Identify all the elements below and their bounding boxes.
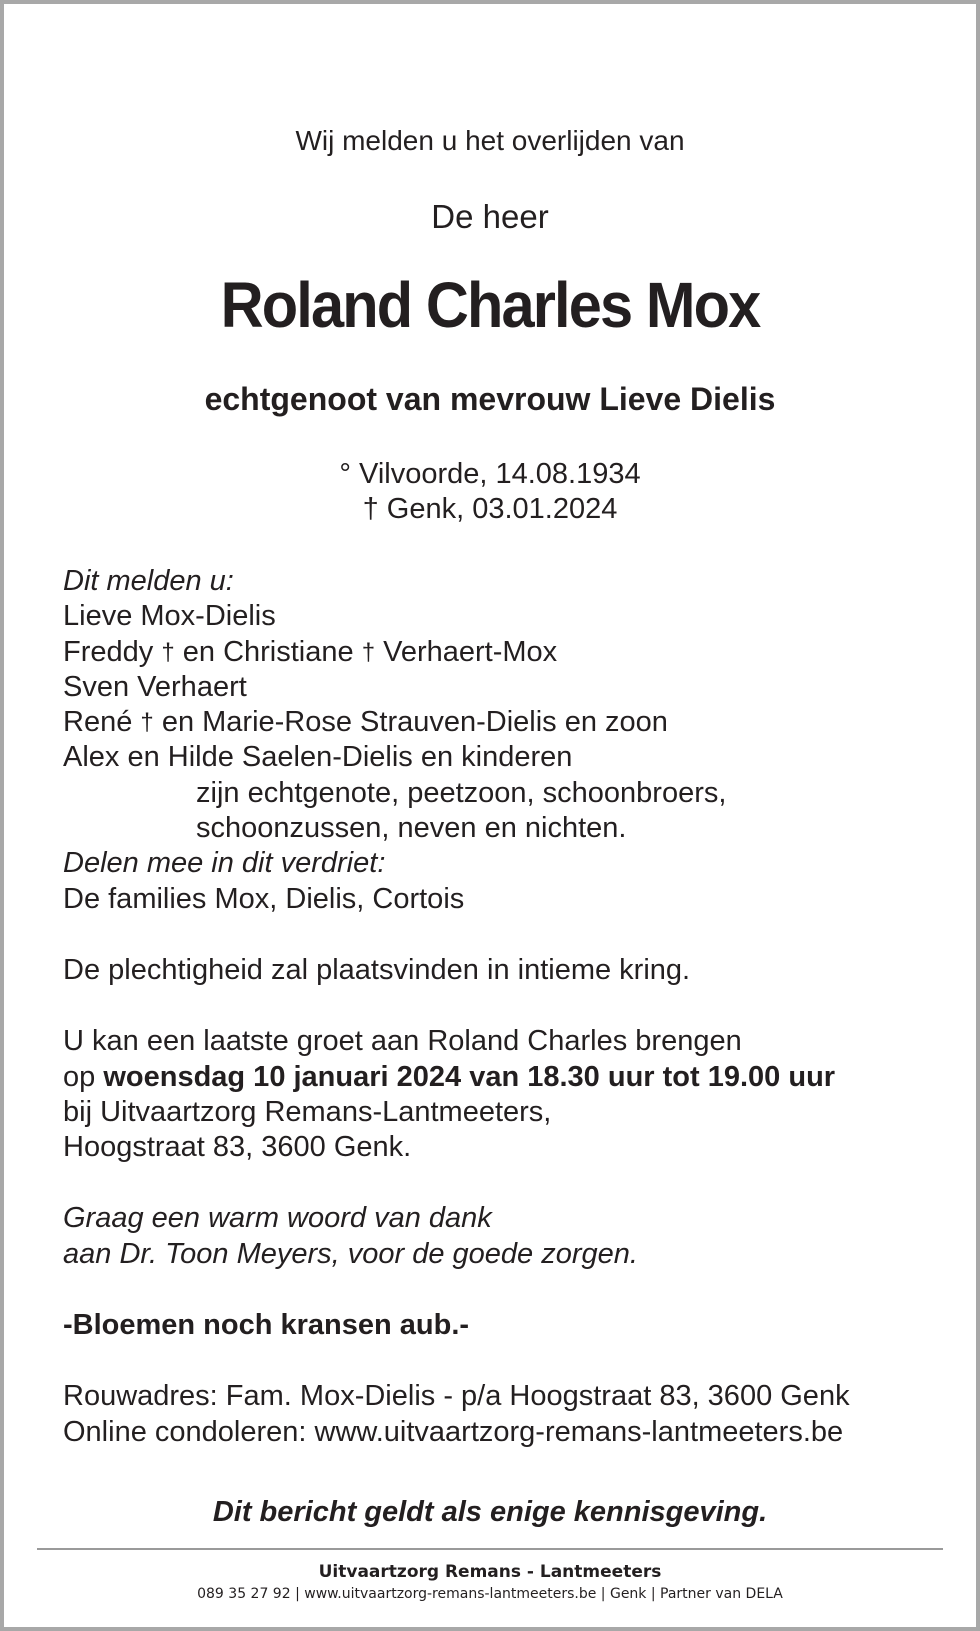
mourner-name: Verhaert-Mox (383, 635, 558, 668)
spouse-line: echtgenoot van mevrouw Lieve Dielis (204, 381, 776, 417)
visitation-datetime: woensdag 10 januari 2024 van 18.30 uur tot 19.00 uur (103, 1060, 836, 1093)
deceased-name: Roland Charles Mox (220, 269, 760, 341)
closing-statement: Dit bericht geldt als enige kennisgeving. (212, 1496, 768, 1528)
life-dates (4, 457, 976, 527)
mourner-line: Sven Verhaert (63, 670, 247, 703)
funeral-home-contact: 089 35 27 92 | www.uitvaartzorg-remans-lantmeeters.be | Genk | Partner van DELA (197, 1586, 783, 1602)
thanks-line: Graag een warm woord van dank (63, 1202, 492, 1235)
share-heading: Delen mee in dit verdriet: (63, 847, 386, 880)
mourner-name: Freddy (63, 635, 154, 668)
cross-icon: † (140, 709, 154, 737)
mourner-name: en Christiane (182, 635, 354, 668)
online-condolences: Online condoleren: www.uitvaartzorg-remans-lantmeeters.be (63, 1415, 844, 1448)
mourning-address: Rouwadres: Fam. Mox-Dielis - p/a Hoogstraat 83, 3600 Genk (63, 1380, 850, 1413)
birth-date: ° Vilvoorde, 14.08.1934 (339, 458, 641, 490)
cross-icon: † (161, 638, 175, 666)
visitation-prefix: op (63, 1060, 96, 1093)
notice-body (63, 564, 943, 1450)
relations-line: zijn echtgenote, peetzoon, schoonbroers, (196, 776, 727, 809)
mourner-line (63, 635, 943, 670)
intro-text: Wij melden u het overlijden van (295, 125, 685, 156)
visitation-line: U kan een laatste groet aan Roland Charles brengen (63, 1025, 742, 1058)
salutation: De heer (431, 198, 549, 235)
ceremony-text: De plechtigheid zal plaatsvinden in intieme kring. (63, 953, 691, 986)
cross-icon: † (361, 638, 376, 666)
mourner-line: Lieve Mox-Dielis (63, 600, 276, 633)
families-line: De families Mox, Dielis, Cortois (63, 882, 465, 915)
footer-divider (37, 1548, 943, 1550)
mourners-heading: Dit melden u: (63, 565, 234, 597)
mourner-name: René (63, 706, 133, 739)
visitation-line (63, 1060, 943, 1095)
mourner-line (63, 705, 943, 740)
mourner-name: en Marie-Rose Strauven-Dielis en zoon (161, 706, 668, 739)
visitation-line: bij Uitvaartzorg Remans-Lantmeeters, (63, 1095, 552, 1128)
visitation-line: Hoogstraat 83, 3600 Genk. (63, 1131, 412, 1164)
thanks-line: aan Dr. Toon Meyers, voor de goede zorgen. (63, 1237, 638, 1270)
flowers-notice: -Bloemen noch kransen aub.- (63, 1309, 470, 1342)
mourner-line: Alex en Hilde Saelen-Dielis en kinderen (63, 741, 573, 774)
death-date: † Genk, 03.01.2024 (362, 493, 618, 525)
relations-line: schoonzussen, neven en nichten. (196, 812, 627, 845)
funeral-home-name: Uitvaartzorg Remans - Lantmeeters (318, 1562, 662, 1582)
